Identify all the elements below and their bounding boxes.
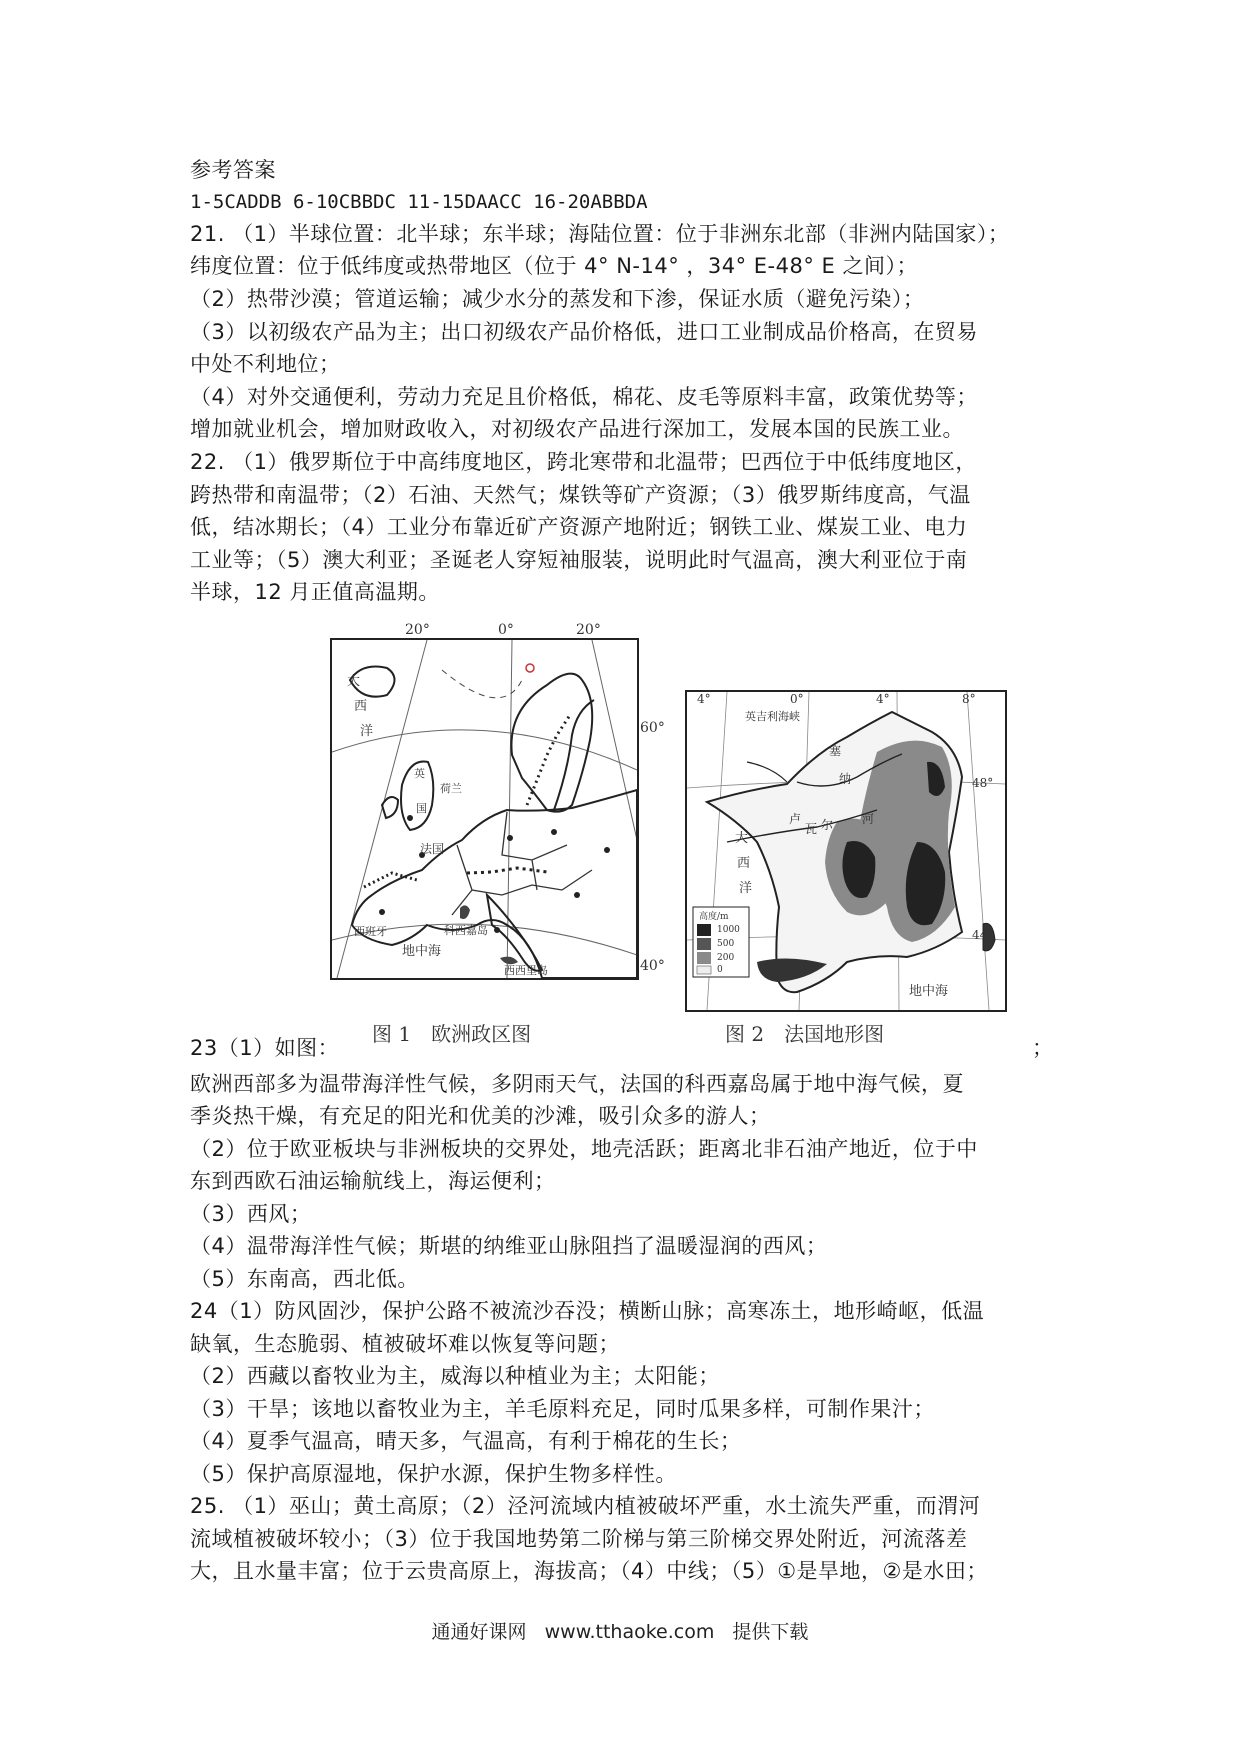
france-map-graphic (687, 692, 1005, 1010)
q21-line: （2）热带沙漠；管道运输；减少水分的蒸发和下渗，保证水质（避免污染）； (190, 287, 925, 311)
q22-line: 22. （1）俄罗斯位于中高纬度地区，跨北寒带和北温带；巴西位于中低纬度地区， (190, 450, 977, 474)
q22-line: 工业等；（5）澳大利亚；圣诞老人穿短袖服装，说明此时气温高，澳大利亚位于南 (190, 548, 968, 572)
q25-line: 流域植被破坏较小；（3）位于我国地势第二阶梯与第三阶梯交界处附近，河流落差 (190, 1527, 968, 1551)
q22-line: 半球，12 月正值高温期。 (190, 580, 440, 604)
fig1-lat-label: 60° (640, 720, 665, 736)
choice-answers: 1-5CADDB 6-10CBBDC 11-15DAACC 16-20ABBDA (190, 191, 648, 213)
q24-line: （3）干旱；该地以畜牧业为主，羊毛原料充足，同时瓜果多样，可制作果汁； (190, 1397, 935, 1421)
q23-line: （4）温带海洋性气候；斯堪的纳维亚山脉阻挡了温暖湿润的西风； (190, 1234, 828, 1258)
fig1-lon-label: 20° (405, 622, 430, 638)
fig2-legend-title: 高度/m (699, 912, 729, 922)
q24-line: （5）保护高原湿地，保护水源，保护生物多样性。 (190, 1462, 677, 1486)
figure1-caption: 图 1 欧洲政区图 (372, 1022, 532, 1046)
figure2-caption: 图 2 法国地形图 (725, 1022, 885, 1046)
fig1-map-label: 西西里岛 (504, 964, 548, 977)
fig1-map-label: 西班牙 (354, 925, 387, 938)
france-topographic-map (685, 690, 1007, 1012)
q24-line: 24（1）防风固沙，保护公路不被流沙吞没；横断山脉；高寒冻土，地形崎岖，低温 (190, 1299, 985, 1323)
footer-note: 提供下载 (732, 1621, 809, 1643)
q24-line: 缺氧，生态脆弱、植被破坏难以恢复等问题； (190, 1332, 620, 1356)
fig1-lon-label: 20° (576, 622, 601, 638)
fig1-map-label: 科西嘉岛 (444, 924, 488, 937)
q23-line: （2）位于欧亚板块与非洲板块的交界处，地壳活跃；距离北非石油产地近，位于中 (190, 1137, 978, 1161)
footer-url-link[interactable]: www.tthaoke.com (544, 1621, 715, 1643)
fig2-map-label: 大 (735, 831, 749, 846)
q21-line: （4）对外交通便利，劳动力充足且价格低，棉花、皮毛等原料丰富，政策优势等； (190, 385, 978, 409)
q23-line: （3）西风； (190, 1202, 312, 1226)
q22-line: 跨热带和南温带；（2）石油、天然气；煤铁等矿产资源；（3）俄罗斯纬度高，气温 (190, 483, 971, 507)
fig1-map-label: 洋 (360, 724, 374, 739)
fig2-lon-label: 4° (697, 692, 711, 706)
fig1-lon-label: 0° (498, 622, 514, 638)
fig1-map-label: 法国 (420, 842, 445, 856)
fig2-lat-label: 44° (972, 928, 994, 942)
fig1-map-label: 地中海 (402, 944, 442, 959)
q21-line: 21. （1）半球位置：北半球；东半球；海陆位置：位于非洲东北部（非洲内陆国家）； (190, 222, 1010, 246)
fig2-map-label: 尔 (821, 818, 834, 832)
q21-line: （3）以初级农产品为主；出口初级农产品价格低，进口工业制成品价格高，在贸易 (190, 320, 978, 344)
page-title: 参考答案 (190, 158, 276, 182)
fig2-map-label: 卢 (789, 812, 802, 826)
q21-line: 增加就业机会，增加财政收入，对初级农产品进行深加工，发展本国的民族工业。 (190, 417, 964, 441)
fig1-map-label: 西 (354, 699, 368, 714)
q22-line: 低，结冰期长；（4）工业分布靠近矿产资源产地附近；钢铁工业、煤炭工业、电力 (190, 515, 968, 539)
fig2-lon-label: 4° (876, 692, 890, 706)
q21-line: 中处不利地位； (190, 352, 341, 376)
q25-line: 25. （1）巫山；黄土高原；（2）泾河流域内植被破坏严重，水土流失严重，而渭河 (190, 1494, 981, 1518)
fig1-map-label: 国 (416, 802, 427, 815)
fig2-legend-item: 500 (717, 939, 735, 949)
fig2-map-label: 瓦 (805, 822, 818, 836)
q24-line: （2）西藏以畜牧业为主，威海以种植业为主；太阳能； (190, 1364, 720, 1388)
q25-line: 大，且水量丰富；位于云贵高原上，海拔高；（4）中线；（5）①是旱地，②是水田； (190, 1559, 988, 1583)
fig2-lon-label: 8° (962, 692, 976, 706)
fig1-map-label: 英 (414, 767, 425, 780)
fig2-map-label: 塞 (829, 744, 842, 758)
footer-site-name: 通通好课网 (431, 1621, 527, 1643)
fig2-map-label: 地中海 (909, 984, 949, 999)
fig2-legend-item: 1000 (717, 925, 740, 935)
europe-political-map (330, 638, 639, 980)
q24-line: （4）夏季气温高，晴天多，气温高，有利于棉花的生长； (190, 1429, 742, 1453)
q23-line: 欧洲西部多为温带海洋性气候，多阴雨天气，法国的科西嘉岛属于地中海气候，夏 (190, 1072, 964, 1096)
q23-head-end: ； (1032, 1036, 1054, 1060)
fig1-lat-label: 40° (640, 958, 665, 974)
q23-line: 东到西欧石油运输航线上，海运便利； (190, 1169, 556, 1193)
q23-head: 23（1）如图： (190, 1036, 340, 1060)
fig2-legend-item: 200 (717, 953, 735, 963)
fig2-map-label: 洋 (739, 881, 753, 896)
q21-line: 纬度位置：位于低纬度或热带地区（位于 4° N-14° ，34° E-48° E 之间）； (190, 254, 918, 278)
fig2-legend-item: 0 (717, 965, 723, 975)
fig1-map-label: 荷兰 (440, 782, 462, 795)
fig2-map-label: 河 (862, 812, 875, 826)
q23-line: （5）东南高，西北低。 (190, 1267, 419, 1291)
fig2-lat-label: 48° (972, 776, 994, 790)
fig2-map-label: 纳 (839, 772, 852, 786)
q23-line: 季炎热干燥，有充足的阳光和优美的沙滩，吸引众多的游人； (190, 1104, 771, 1128)
fig2-map-label: 英吉利海峡 (745, 710, 800, 723)
fig1-map-label: 大 (347, 674, 361, 689)
fig2-lon-label: 0° (790, 692, 804, 706)
fig2-map-label: 西 (737, 856, 751, 871)
page-footer (0, 1617, 1240, 1644)
